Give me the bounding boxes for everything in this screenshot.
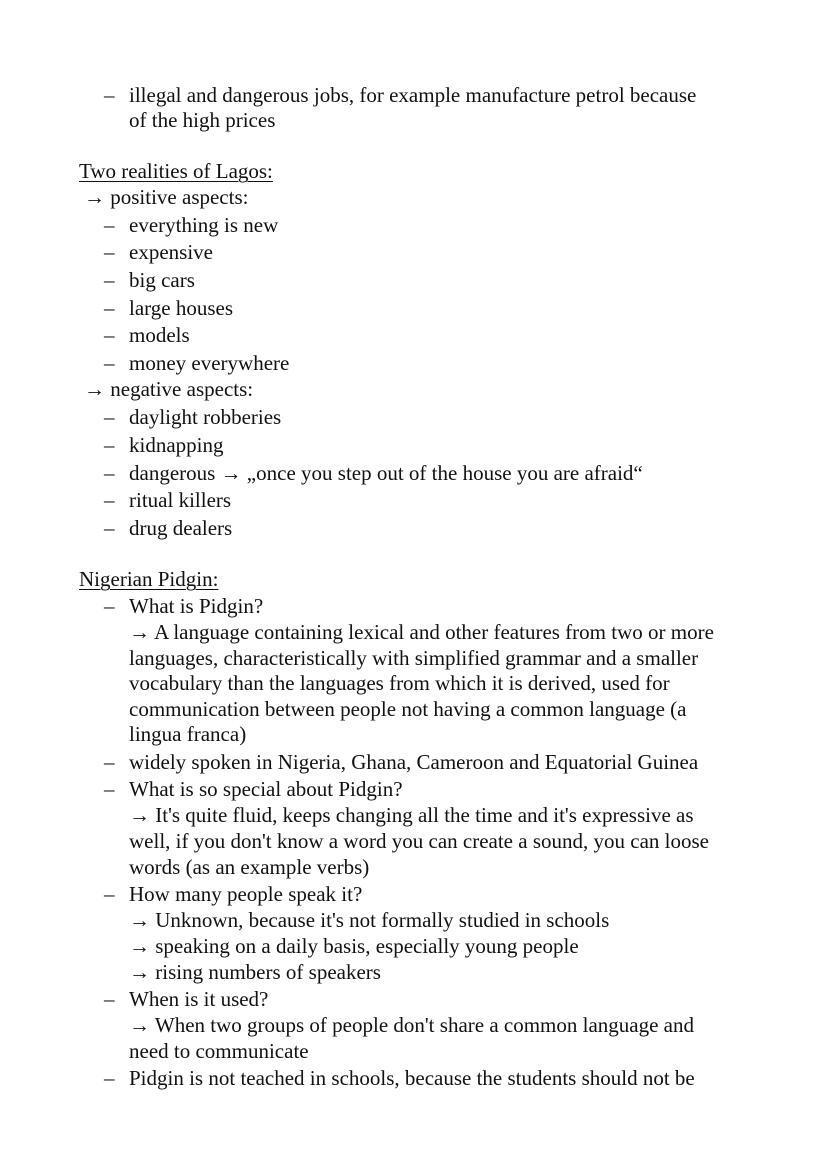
bullet-dash: – — [104, 240, 115, 264]
bullet-dash: – — [104, 83, 115, 107]
pidgin-answer-1-line: lingua franca) — [129, 722, 247, 746]
pidgin-question-4: When is it used? — [129, 987, 269, 1011]
pidgin-question-1: What is Pidgin? — [129, 594, 264, 618]
bullet-dash: – — [104, 594, 115, 618]
pidgin-answer-1-line: communication between people not having a common language (a — [129, 697, 687, 721]
intro-item-line-1: illegal and dangerous jobs, for example manufacture petrol because — [129, 83, 697, 107]
positive-item: expensive — [129, 240, 213, 264]
pidgin-answer-3-line: → speaking on a daily basis, especially young people — [129, 934, 579, 958]
pidgin-answer-1-line: vocabulary than the languages from which it is derived, used for — [129, 671, 670, 695]
negative-item: drug dealers — [129, 516, 233, 540]
negative-item: daylight robberies — [129, 405, 282, 429]
pidgin-answer-2-line: well, if you don't know a word you can create a sound, you can loose — [129, 829, 709, 853]
pidgin-question-2: What is so special about Pidgin? — [129, 777, 403, 801]
negative-aspects-label: → negative aspects: — [84, 377, 254, 401]
bullet-dash: – — [104, 323, 115, 347]
negative-item: kidnapping — [129, 433, 224, 457]
bullet-dash: – — [104, 351, 115, 375]
bullet-dash: – — [104, 213, 115, 237]
pidgin-answer-3-line: → rising numbers of speakers — [129, 960, 381, 984]
positive-item: models — [129, 323, 190, 347]
pidgin-fact-2: Pidgin is not teached in schools, because the students should not be — [129, 1066, 695, 1090]
bullet-dash: – — [104, 296, 115, 320]
pidgin-answer-3-line: → Unknown, because it's not formally studied in schools — [129, 908, 610, 932]
pidgin-answer-4-line: → When two groups of people don't share a common language and — [129, 1013, 695, 1037]
bullet-dash: – — [104, 882, 115, 906]
positive-item: large houses — [129, 296, 234, 320]
lagos-heading: Two realities of Lagos: — [79, 159, 273, 183]
bullet-dash: – — [104, 516, 115, 540]
pidgin-answer-4-line: need to communicate — [129, 1039, 309, 1063]
negative-item: ritual killers — [129, 488, 232, 512]
positive-item: money everywhere — [129, 351, 290, 375]
bullet-dash: – — [104, 1066, 115, 1090]
pidgin-heading: Nigerian Pidgin: — [79, 567, 219, 591]
bullet-dash: – — [104, 488, 115, 512]
pidgin-answer-1-line: languages, characteristically with simplified grammar and a smaller — [129, 646, 699, 670]
pidgin-question-3: How many people speak it? — [129, 882, 363, 906]
pidgin-answer-2-line: words (as an example verbs) — [129, 855, 370, 879]
bullet-dash: – — [104, 777, 115, 801]
positive-item: big cars — [129, 268, 195, 292]
positive-aspects-label: → positive aspects: — [84, 185, 249, 209]
intro-item-line-2: of the high prices — [129, 108, 276, 132]
bullet-dash: – — [104, 433, 115, 457]
pidgin-answer-2-line: → It's quite fluid, keeps changing all the time and it's expressive as — [129, 803, 694, 827]
bullet-dash: – — [104, 268, 115, 292]
bullet-dash: – — [104, 987, 115, 1011]
negative-item: dangerous → „once you step out of the house you are afraid“ — [129, 461, 643, 485]
positive-item: everything is new — [129, 213, 279, 237]
bullet-dash: – — [104, 750, 115, 774]
bullet-dash: – — [104, 405, 115, 429]
pidgin-answer-1-line: → A language containing lexical and other features from two or more — [129, 620, 714, 644]
pidgin-fact-1: widely spoken in Nigeria, Ghana, Cameroon and Equatorial Guinea — [129, 750, 699, 774]
bullet-dash: – — [104, 461, 115, 485]
